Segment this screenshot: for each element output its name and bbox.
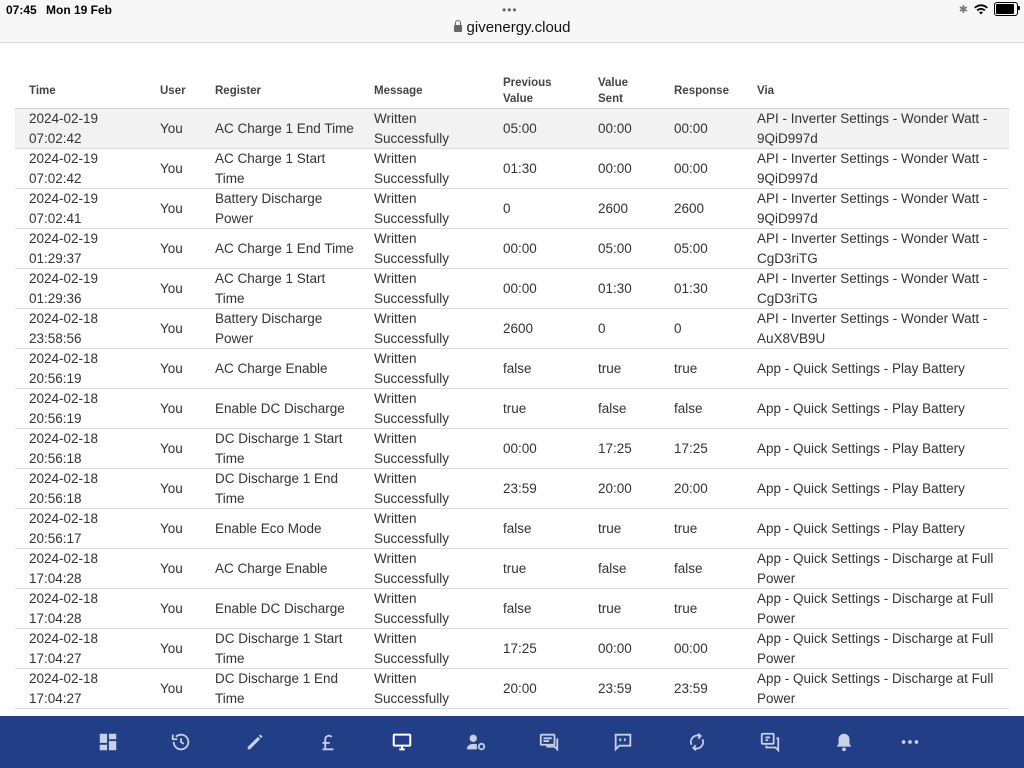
header-user[interactable]: User: [146, 72, 201, 109]
cell-value-sent: 17:25: [584, 429, 660, 469]
cell-time: 2024-02-18 17:04:27: [15, 629, 146, 669]
cell-user: You: [146, 669, 201, 709]
cell-response: true: [660, 509, 743, 549]
cell-via: API - Inverter Settings - Wonder Watt - 9QiD997d: [743, 109, 1009, 149]
cell-previous-value: 01:30: [489, 149, 584, 189]
cell-time: 2024-02-18 17:04:27: [15, 669, 146, 709]
cell-value-sent: true: [584, 589, 660, 629]
cell-time: 2024-02-19 07:02:41: [15, 189, 146, 229]
cell-value-sent: 01:30: [584, 269, 660, 309]
cell-response: true: [660, 349, 743, 389]
cell-value-sent: 00:00: [584, 109, 660, 149]
monitor-icon[interactable]: [389, 729, 415, 755]
cell-time: 2024-02-19 07:02:42: [15, 149, 146, 189]
battery-icon: [994, 2, 1018, 16]
cell-response: 00:00: [660, 109, 743, 149]
cell-user: You: [146, 189, 201, 229]
cell-message: Written Successfully: [360, 389, 489, 429]
cell-user: You: [146, 469, 201, 509]
cell-register: AC Charge 1 Start Time: [201, 269, 360, 309]
cell-previous-value: 20:00: [489, 669, 584, 709]
cell-previous-value: 00:00: [489, 429, 584, 469]
table-row[interactable]: [15, 669, 1009, 709]
cell-message: Written Successfully: [360, 589, 489, 629]
cell-time: 2024-02-19 01:29:36: [15, 269, 146, 309]
wifi-icon: [974, 4, 988, 15]
cell-register: DC Discharge 1 End Time: [201, 669, 360, 709]
cell-via: App - Quick Settings - Play Battery: [743, 429, 1009, 469]
cell-via: API - Inverter Settings - Wonder Watt - AuX8VB9U: [743, 309, 1009, 349]
bottom-navigation-bar: [0, 716, 1024, 768]
table-header-row: [15, 72, 1009, 109]
cell-message: Written Successfully: [360, 429, 489, 469]
cell-user: You: [146, 389, 201, 429]
table-row[interactable]: [15, 309, 1009, 349]
cell-via: App - Quick Settings - Play Battery: [743, 509, 1009, 549]
cell-previous-value: true: [489, 549, 584, 589]
cell-message: Written Successfully: [360, 149, 489, 189]
cell-previous-value: true: [489, 389, 584, 429]
cell-response: 23:59: [660, 669, 743, 709]
cell-user: You: [146, 229, 201, 269]
feedback-icon[interactable]: [610, 729, 636, 755]
cell-value-sent: false: [584, 549, 660, 589]
brightness-icon: ✱: [958, 3, 968, 16]
cell-user: You: [146, 309, 201, 349]
cell-via: API - Inverter Settings - Wonder Watt - CgD3riTG: [743, 229, 1009, 269]
cell-value-sent: true: [584, 509, 660, 549]
cell-message: Written Successfully: [360, 509, 489, 549]
cell-user: You: [146, 269, 201, 309]
lock-icon: [454, 25, 462, 32]
cell-previous-value: false: [489, 509, 584, 549]
cell-response: 20:00: [660, 469, 743, 509]
cell-response: 05:00: [660, 229, 743, 269]
cell-message: Written Successfully: [360, 349, 489, 389]
header-previous-value[interactable]: Previous Value: [489, 72, 584, 109]
messages-icon[interactable]: [536, 729, 562, 755]
notification-bell-icon[interactable]: [831, 729, 857, 755]
cell-via: API - Inverter Settings - Wonder Watt - 9QiD997d: [743, 149, 1009, 189]
cell-register: Enable DC Discharge: [201, 589, 360, 629]
more-icon[interactable]: [897, 729, 923, 755]
cell-user: You: [146, 109, 201, 149]
cell-response: false: [660, 549, 743, 589]
cell-response: true: [660, 589, 743, 629]
cell-value-sent: 0: [584, 309, 660, 349]
cell-time: 2024-02-18 20:56:17: [15, 509, 146, 549]
pound-icon[interactable]: [315, 729, 341, 755]
cell-value-sent: 20:00: [584, 469, 660, 509]
table-row[interactable]: [15, 389, 1009, 429]
cell-via: App - Quick Settings - Play Battery: [743, 389, 1009, 429]
cell-time: 2024-02-18 17:04:28: [15, 549, 146, 589]
table-row[interactable]: [15, 149, 1009, 189]
cell-user: You: [146, 429, 201, 469]
cell-register: DC Discharge 1 Start Time: [201, 629, 360, 669]
table-row[interactable]: [15, 269, 1009, 309]
cell-user: You: [146, 629, 201, 669]
cell-register: DC Discharge 1 End Time: [201, 469, 360, 509]
cell-message: Written Successfully: [360, 189, 489, 229]
table-row[interactable]: [15, 349, 1009, 389]
cell-register: Enable Eco Mode: [201, 509, 360, 549]
cell-message: Written Successfully: [360, 269, 489, 309]
cell-previous-value: 17:25: [489, 629, 584, 669]
dashboard-icon[interactable]: [95, 729, 121, 755]
cell-response: 17:25: [660, 429, 743, 469]
header-time[interactable]: Time: [15, 72, 146, 109]
cell-time: 2024-02-18 20:56:18: [15, 469, 146, 509]
cell-previous-value: 0: [489, 189, 584, 229]
cell-time: 2024-02-18 20:56:19: [15, 349, 146, 389]
cell-via: App - Quick Settings - Discharge at Full Power: [743, 669, 1009, 709]
cell-message: Written Successfully: [360, 309, 489, 349]
table-row[interactable]: [15, 629, 1009, 669]
cell-user: You: [146, 589, 201, 629]
header-value-sent[interactable]: Value Sent: [584, 72, 660, 109]
cell-user: You: [146, 349, 201, 389]
forum-icon[interactable]: [757, 729, 783, 755]
cell-message: Written Successfully: [360, 229, 489, 269]
cell-response: 0: [660, 309, 743, 349]
table-row[interactable]: [15, 109, 1009, 149]
cell-message: Written Successfully: [360, 109, 489, 149]
edit-icon[interactable]: [242, 729, 268, 755]
cell-via: API - Inverter Settings - Wonder Watt - 9QiD997d: [743, 189, 1009, 229]
cell-user: You: [146, 149, 201, 189]
cell-response: 2600: [660, 189, 743, 229]
cell-register: AC Charge Enable: [201, 349, 360, 389]
cell-register: AC Charge 1 End Time: [201, 109, 360, 149]
status-bar: [0, 0, 1024, 20]
cell-value-sent: 05:00: [584, 229, 660, 269]
cell-previous-value: 00:00: [489, 269, 584, 309]
cell-via: App - Quick Settings - Discharge at Full Power: [743, 549, 1009, 589]
header-response[interactable]: Response: [660, 72, 743, 109]
cell-value-sent: 00:00: [584, 149, 660, 189]
cell-time: 2024-02-18 23:58:56: [15, 309, 146, 349]
cell-response: false: [660, 389, 743, 429]
cell-message: Written Successfully: [360, 629, 489, 669]
account-settings-icon[interactable]: [463, 729, 489, 755]
table-row[interactable]: [15, 509, 1009, 549]
status-time: 07:45: [6, 3, 37, 17]
cell-value-sent: 00:00: [584, 629, 660, 669]
cell-via: App - Quick Settings - Discharge at Full Power: [743, 629, 1009, 669]
cell-previous-value: 23:59: [489, 469, 584, 509]
cell-value-sent: 2600: [584, 189, 660, 229]
history-icon[interactable]: [168, 729, 194, 755]
cell-time: 2024-02-18 17:04:28: [15, 589, 146, 629]
cell-via: App - Quick Settings - Discharge at Full Power: [743, 589, 1009, 629]
table-row[interactable]: [15, 429, 1009, 469]
table-row[interactable]: [15, 549, 1009, 589]
table-row[interactable]: [15, 229, 1009, 269]
cell-register: Battery Discharge Power: [201, 309, 360, 349]
cell-message: Written Successfully: [360, 669, 489, 709]
status-date: Mon 19 Feb: [46, 3, 113, 17]
cell-previous-value: false: [489, 349, 584, 389]
tab-dots-icon[interactable]: •••: [502, 3, 518, 17]
cell-register: AC Charge Enable: [201, 549, 360, 589]
cell-value-sent: 23:59: [584, 669, 660, 709]
cell-time: 2024-02-18 20:56:19: [15, 389, 146, 429]
table-row[interactable]: [15, 189, 1009, 229]
cell-via: App - Quick Settings - Play Battery: [743, 349, 1009, 389]
cell-register: AC Charge 1 Start Time: [201, 149, 360, 189]
sync-icon[interactable]: [684, 729, 710, 755]
url-text: givenergy.cloud: [466, 19, 571, 36]
cell-response: 00:00: [660, 149, 743, 189]
table-row[interactable]: [15, 589, 1009, 629]
cell-value-sent: true: [584, 349, 660, 389]
cell-via: App - Quick Settings - Play Battery: [743, 469, 1009, 509]
cell-previous-value: 2600: [489, 309, 584, 349]
cell-previous-value: 05:00: [489, 109, 584, 149]
cell-response: 01:30: [660, 269, 743, 309]
audit-log-table: [15, 72, 1009, 709]
cell-value-sent: false: [584, 389, 660, 429]
cell-user: You: [146, 509, 201, 549]
cell-response: 00:00: [660, 629, 743, 669]
header-register[interactable]: Register: [201, 72, 360, 109]
cell-via: API - Inverter Settings - Wonder Watt - CgD3riTG: [743, 269, 1009, 309]
cell-register: DC Discharge 1 Start Time: [201, 429, 360, 469]
header-message[interactable]: Message: [360, 72, 489, 109]
table-row[interactable]: [15, 469, 1009, 509]
cell-register: Battery Discharge Power: [201, 189, 360, 229]
cell-previous-value: false: [489, 589, 584, 629]
cell-message: Written Successfully: [360, 469, 489, 509]
cell-time: 2024-02-19 01:29:37: [15, 229, 146, 269]
cell-message: Written Successfully: [360, 549, 489, 589]
cell-register: AC Charge 1 End Time: [201, 229, 360, 269]
cell-user: You: [146, 549, 201, 589]
cell-previous-value: 00:00: [489, 229, 584, 269]
header-via[interactable]: Via: [743, 72, 1009, 109]
url-display[interactable]: [0, 19, 1024, 36]
cell-time: 2024-02-18 20:56:18: [15, 429, 146, 469]
cell-register: Enable DC Discharge: [201, 389, 360, 429]
cell-time: 2024-02-19 07:02:42: [15, 109, 146, 149]
